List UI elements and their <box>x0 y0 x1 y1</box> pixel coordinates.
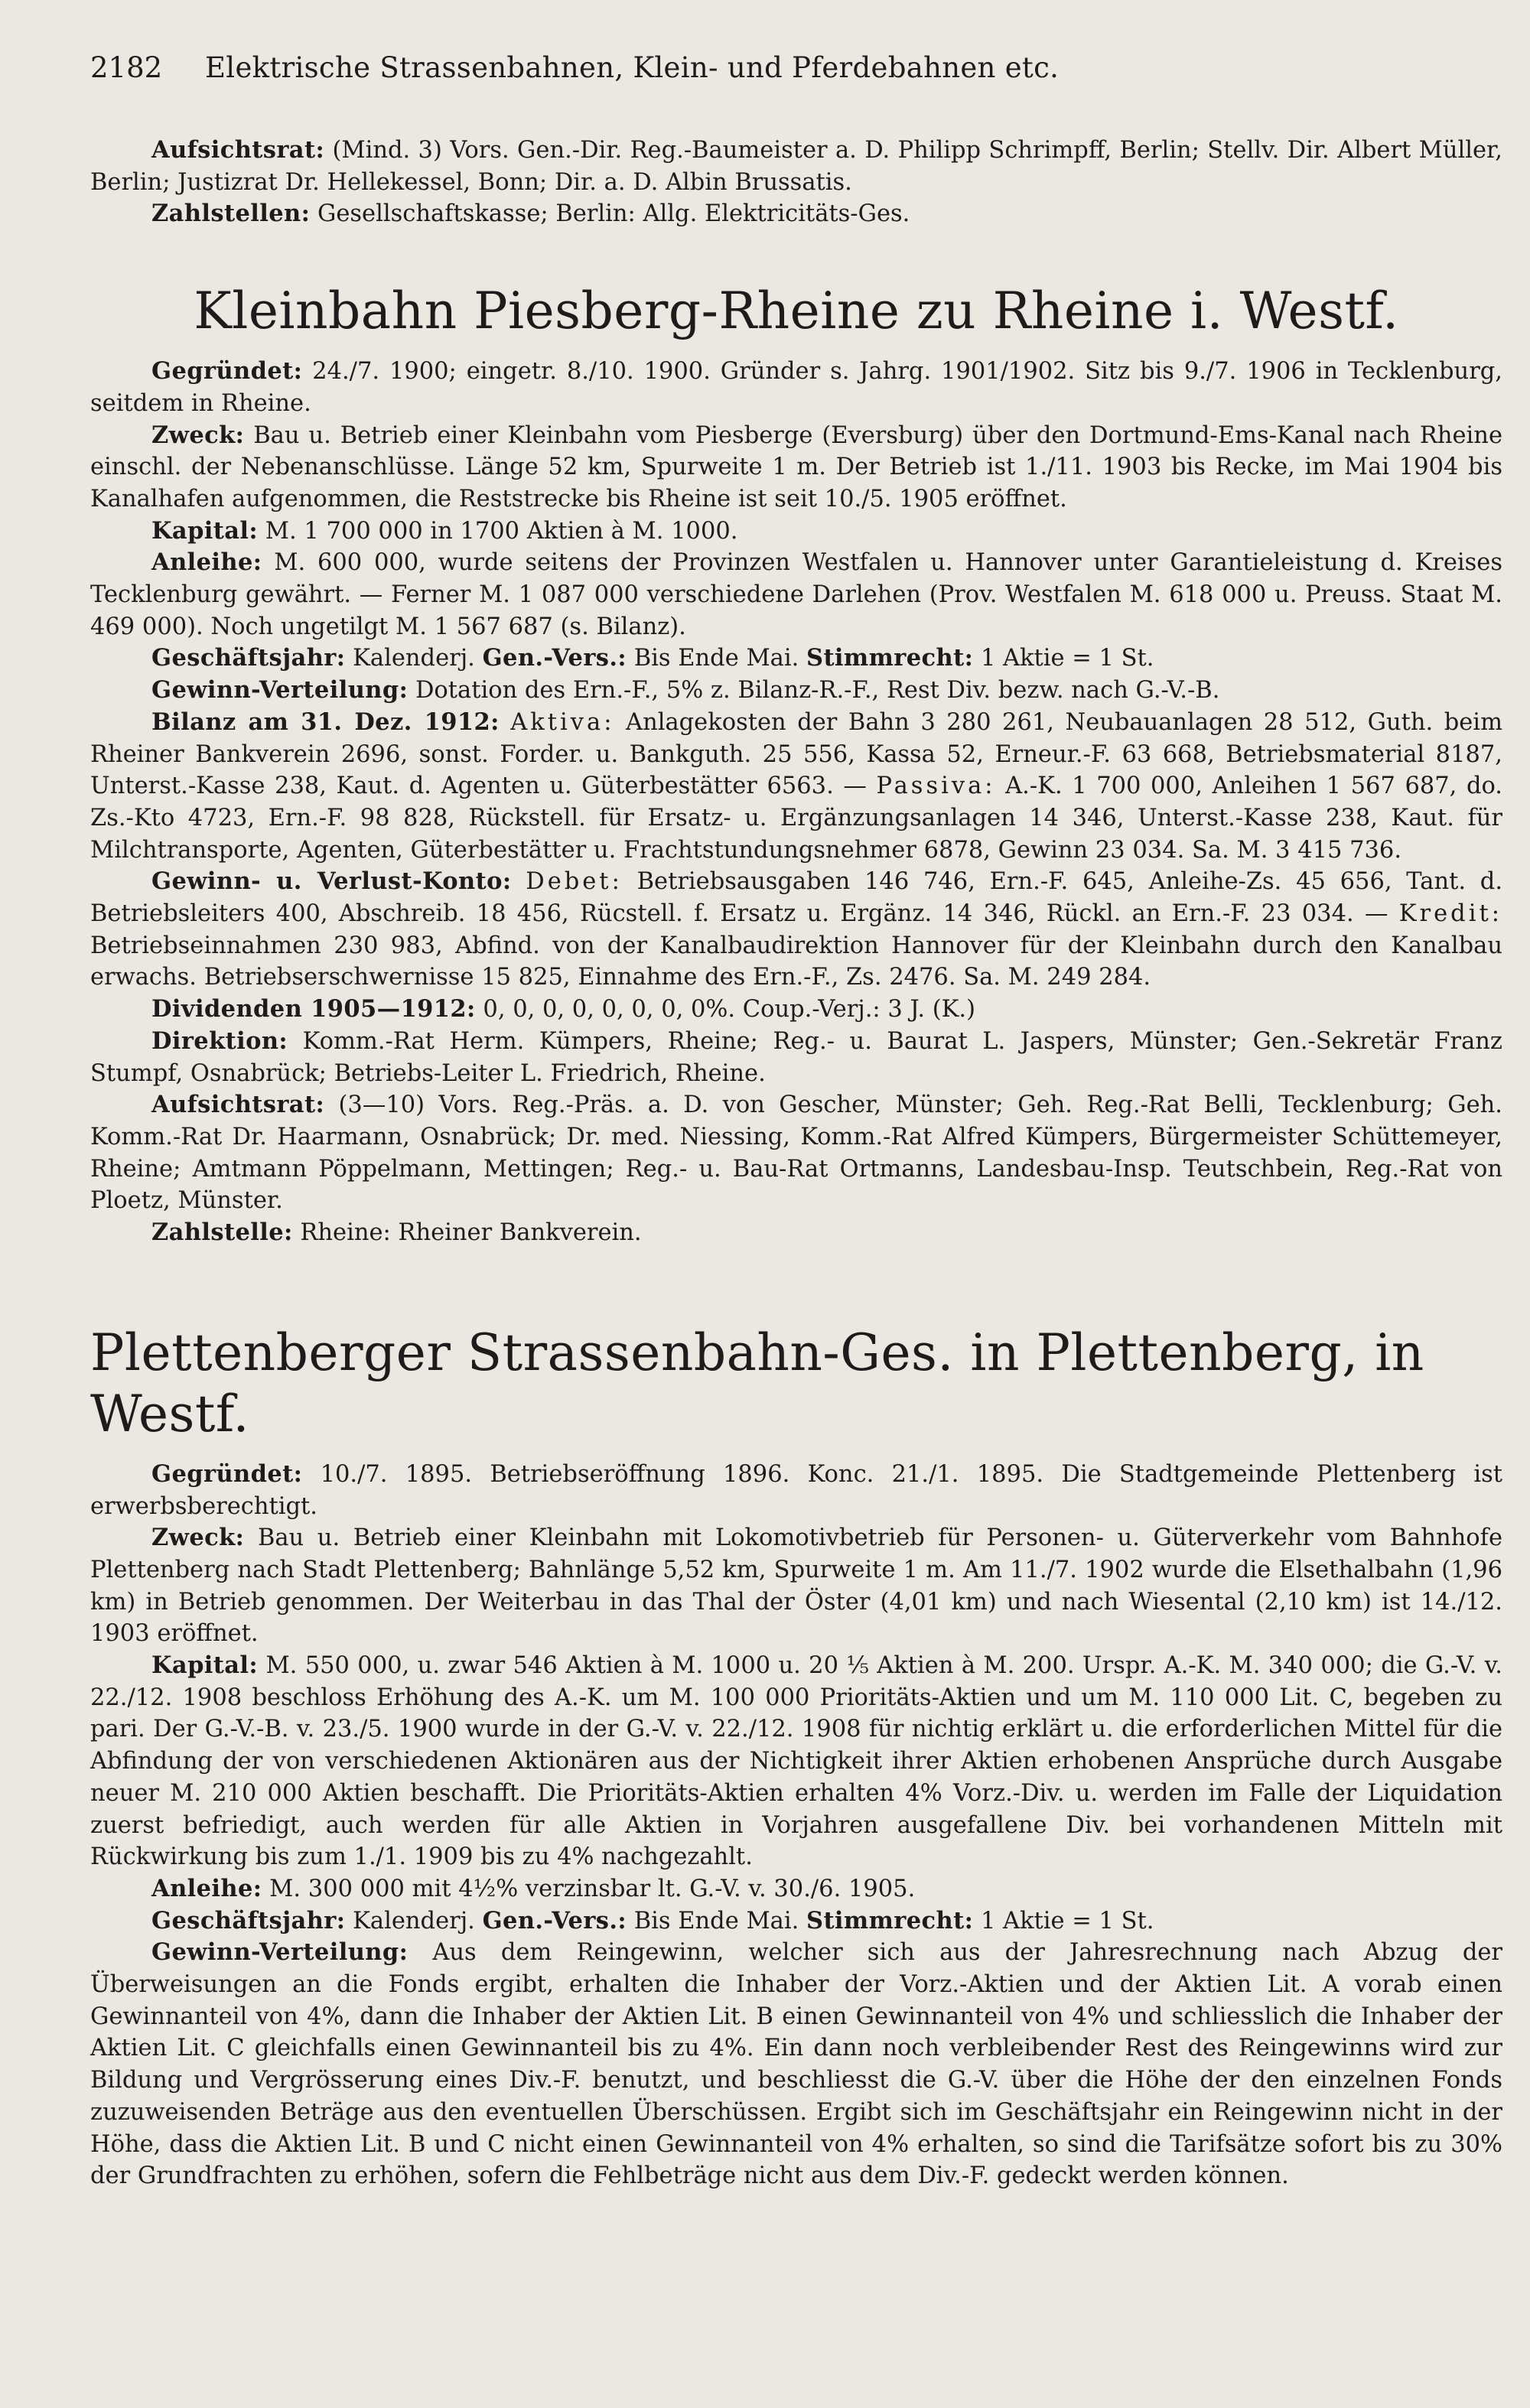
company-entry-kleinbahn-piesberg <box>90 356 1502 1249</box>
text: Gesellschaftskasse; Berlin: Allg. Elektricitäts-Ges. <box>317 200 910 228</box>
text: 0, 0, 0, 0, 0, 0, 0, 0%. Coup.-Verj.: 3 J. (K.) <box>483 996 976 1023</box>
entry-zweck <box>90 420 1502 516</box>
label: Gegründet: <box>151 1459 303 1488</box>
company-title-plettenberger: Plettenberger Strassenbahn-Ges. in Plettenberg, in Westf. <box>90 1323 1424 1443</box>
label: Stimmrecht: <box>806 1906 974 1935</box>
entry-gewinn-verteilung <box>90 1937 1502 2192</box>
text: A.-K. 1 700 000, Anleihen 1 567 687, do. Zs.-Kto 4723, Ern.-F. 98 828, Rückstell. für Ersatz- u. Ergänzungsanlagen 14 346, Unterst.-Kasse 238, Kaut. für Milchtransporte, Agenten, Güterbestätter u. Frachtstundungsnehmer 6878, Gewinn 23 034. Sa. M. 3 415 736. <box>90 773 1502 864</box>
label: Aktiva: <box>510 708 615 736</box>
text: 1 Aktie = 1 St. <box>980 1907 1154 1935</box>
label: Geschäftsjahr: <box>151 1906 346 1935</box>
entry-geschaeftsjahr <box>90 1905 1502 1938</box>
text: Rheine: Rheiner Bankverein. <box>300 1219 642 1247</box>
text: Kalenderj. <box>353 1907 475 1935</box>
text: Anlagekosten der Bahn 3 280 261, Neubauanlagen 28 512, Guth. beim Rheiner Bankverein 2696, sonst. Forder. u. Bankguth. 25 556, Kassa 52, Erneur.-F. 63 668, Betriebsmaterial 8187, Unterst.-Kasse 238, Kaut. d. Agenten u. Güterbestätter 6563. — <box>90 708 1502 800</box>
label: Gewinn-Verteilung: <box>151 1938 409 1967</box>
entry-direktion <box>90 1026 1502 1089</box>
label: Dividenden 1905—1912: <box>151 995 476 1023</box>
text: (Mind. 3) Vors. Gen.-Dir. Reg.-Baumeister a. D. Philipp Schrimpff, Berlin; Stellv. Dir. Albert Müller, Berlin; Justizrat Dr. Hellekessel, Bonn; Dir. a. D. Albin Brussatis. <box>90 137 1502 196</box>
entry-aufsichtsrat <box>90 1089 1502 1217</box>
prev-aufsichtsrat <box>90 135 1502 198</box>
label: Direktion: <box>151 1027 288 1055</box>
text: 1 Aktie = 1 St. <box>980 645 1154 672</box>
text: Dotation des Ern.-F., 5% z. Bilanz-R.-F., Rest Div. bezw. nach G.-V.-B. <box>415 677 1220 705</box>
label: Passiva: <box>876 773 996 800</box>
prev-zahlstellen <box>90 198 1502 230</box>
entry-kapital <box>90 516 1502 548</box>
label: Gen.-Vers.: <box>482 644 627 672</box>
label: Zweck: <box>151 421 245 449</box>
entry-gewinn-verteilung <box>90 675 1502 707</box>
label: Anleihe: <box>151 548 262 577</box>
entry-anleihe <box>90 547 1502 643</box>
label: Geschäftsjahr: <box>151 644 346 672</box>
text: Bau u. Betrieb einer Kleinbahn mit Lokomotivbetrieb für Personen- u. Güterverkehr vom Bahnhofe Plettenberg nach Stadt Plettenberg; Bahnlänge 5,52 km, Spurweite 1 m. Am 11./7. 1902 wurde die Elsethalbahn (1,96 km) in Betrieb genommen. Der Weiterbau in das Thal der Öster (4,01 km) und nach Wiesental (2,10 km) ist 14./12. 1903 eröffnet. <box>90 1525 1502 1648</box>
text: Betriebsausgaben 146 746, Ern.-F. 645, Anleihe-Zs. 45 656, Tant. d. Betriebsleiters 400, Abschreib. 18 456, Rücstell. f. Ersatz u. Ergänz. 14 346, Rückl. an Ern.-F. 23 034. — <box>90 868 1503 928</box>
label: Zahlstellen: <box>151 200 311 228</box>
label: Gewinn- u. Verlust-Konto: <box>151 867 512 896</box>
text: Kalenderj. <box>353 645 475 672</box>
company-entry-plettenberger <box>90 1459 1502 2192</box>
text: Bis Ende Mai. <box>633 645 799 672</box>
label: Aufsichtsrat: <box>151 136 325 164</box>
text: Bau u. Betrieb einer Kleinbahn vom Piesberge (Eversburg) über den Dortmund-Ems-Kanal nach Rheine einschl. der Nebenanschlüsse. Länge 52 km, Spurweite 1 m. Der Betrieb ist 1./11. 1903 bis Recke, im Mai 1904 bis Kanalhafen aufgenommen, die Reststrecke bis Rheine ist seit 10./5. 1905 eröffnet. <box>90 421 1502 513</box>
text: Aus dem Reingewinn, welcher sich aus der Jahresrechnung nach Abzug der Überweisungen an die Fonds ergibt, erhalten die Inhaber der Vorz.-Aktien und der Aktien Lit. A vorab einen Gewinnanteil von 4%, dann die Inhaber der Aktien Lit. B einen Gewinnanteil von 4% und schliesslich die Inhaber der Aktien Lit. C gleichfalls einen Gewinnanteil bis zu 4%. Ein dann noch verbleibender Rest des Reingewinns wird zur Bildung und Vergrösserung eines Div.-F. benutzt, und beschliesst die G.-V. über die Höhe der den einzelnen Fonds zuzuweisenden Beträge aus den eventuellen Überschüssen. Ergibt sich im Geschäftsjahr ein Reingewinn nicht in der Höhe, dass die Aktien Lit. B und C nicht einen Gewinnanteil von 4% erhalten, so sind die Tarifsätze sofort bis zu 30% der Grundfrachten zu erhöhen, sofern die Fehlbeträge nicht aus dem Div.-F. gedeckt werden können. <box>90 1939 1503 2190</box>
text: M. 600 000, wurde seitens der Provinzen Westfalen u. Hannover unter Garantieleistung d. Kreises Tecklenburg gewährt. — Ferner M. 1 087 000 verschiedene Darlehen (Prov. Westfalen M. 618 000 u. Preuss. Staat M. 469 000). Noch ungetilgt M. 1 567 687 (s. Bilanz). <box>90 549 1502 640</box>
text: Komm.-Rat Herm. Kümpers, Rheine; Reg.- u. Baurat L. Jaspers, Münster; Gen.-Sekretär Franz Stumpf, Osnabrück; Betriebs-Leiter L. Friedrich, Rheine. <box>90 1027 1502 1087</box>
text: M. 550 000, u. zwar 546 Aktien à M. 1000 u. 20 ⅕ Aktien à M. 200. Urspr. A.-K. M. 340 000; die G.-V. v. 22./12. 1908 beschloss Erhöhung des A.-K. um M. 100 000 Prioritäts-Aktien und um M. 110 000 Lit. C, begeben zu pari. Der G.-V.-B. v. 23./5. 1900 wurde in der G.-V. v. 22./12. 1908 für nichtig erklärt u. die erforderlichen Mittel für die Abfindung der von verschiedenen Aktionären aus der Nichtigkeit ihrer Aktien erhobenen Ansprüche durch Ausgabe neuer M. 210 000 Aktien beschafft. Die Prioritäts-Aktien erhalten 4% Vorz.-Div. u. werden im Falle der Liquidation zuerst befriedigt, auch werden für alle Aktien in Vorjahren ausgefallene Div. bei vorhandenen Mitteln mit Rückwirkung bis zum 1./1. 1909 bis zu 4% nachgezahlt. <box>90 1652 1502 1871</box>
company-title-kleinbahn-piesberg: Kleinbahn Piesberg-Rheine zu Rheine i. Westf. <box>194 281 1399 341</box>
label: Gen.-Vers.: <box>482 1906 627 1935</box>
label: Zahlstelle: <box>151 1219 293 1247</box>
text: M. 1 700 000 in 1700 Aktien à M. 1000. <box>265 517 738 545</box>
previous-entry-tail <box>90 135 1502 230</box>
label: Kredit: <box>1398 900 1502 928</box>
label: Gewinn-Verteilung: <box>151 676 409 705</box>
label: Kapital: <box>151 516 259 545</box>
text: Betriebseinnahmen 230 983, Abfind. von der Kanalbaudirektion Hannover für der Kleinbahn durch den Kanalbau erwachs. Betriebserschwernisse 15 825, Einnahme des Ern.-F., Zs. 2476. Sa. M. 249 284. <box>90 932 1502 991</box>
entry-gegruendet <box>90 1459 1502 1522</box>
label: Stimmrecht: <box>806 644 974 672</box>
label: Debet: <box>526 868 623 896</box>
text: 24./7. 1900; eingetr. 8./10. 1900. Gründer s. Jahrg. 1901/1902. Sitz bis 9./7. 1906 in Tecklenburg, seitdem in Rheine. <box>90 358 1502 417</box>
label: Zweck: <box>151 1524 245 1552</box>
label: Gegründet: <box>151 357 303 386</box>
entry-zweck <box>90 1522 1502 1650</box>
entry-dividenden <box>90 994 1502 1026</box>
text: (3—10) Vors. Reg.-Präs. a. D. von Gescher, Münster; Geh. Reg.-Rat Belli, Tecklenburg; Geh. Komm.-Rat Dr. Haarmann, Osnabrück; Dr. med. Niessing, Komm.-Rat Alfred Kümpers, Bürgermeister Schüttemeyer, Rheine; Amtmann Pöppelmann, Mettingen; Reg.- u. Bau-Rat Ortmanns, Landesbau-Insp. Teutschbein, Reg.-Rat von Ploetz, Münster. <box>90 1092 1502 1215</box>
label: Anleihe: <box>151 1874 262 1902</box>
page-header <box>90 49 1502 87</box>
text: Bis Ende Mai. <box>633 1907 799 1935</box>
text: 10./7. 1895. Betriebseröffnung 1896. Konc. 21./1. 1895. Die Stadtgemeinde Plettenberg ist erwerbsberechtigt. <box>90 1460 1502 1520</box>
entry-bilanz <box>90 707 1502 867</box>
entry-gegruendet <box>90 356 1502 419</box>
entry-anleihe <box>90 1873 1502 1905</box>
entry-geschaeftsjahr <box>90 643 1502 675</box>
entry-zahlstelle <box>90 1217 1502 1249</box>
entry-gewinn-verlust-konto <box>90 866 1502 994</box>
text: M. 300 000 mit 4½% verzinsbar lt. G.-V. v. 30./6. 1905. <box>269 1875 916 1902</box>
entry-kapital <box>90 1650 1502 1873</box>
page-number: 2182 <box>90 51 163 84</box>
label: Aufsichtsrat: <box>151 1091 325 1119</box>
label: Bilanz am 31. Dez. 1912: <box>151 708 500 736</box>
label: Kapital: <box>151 1651 259 1680</box>
running-title: Elektrische Strassenbahnen, Klein- und Pferdebahnen etc. <box>205 51 1060 84</box>
